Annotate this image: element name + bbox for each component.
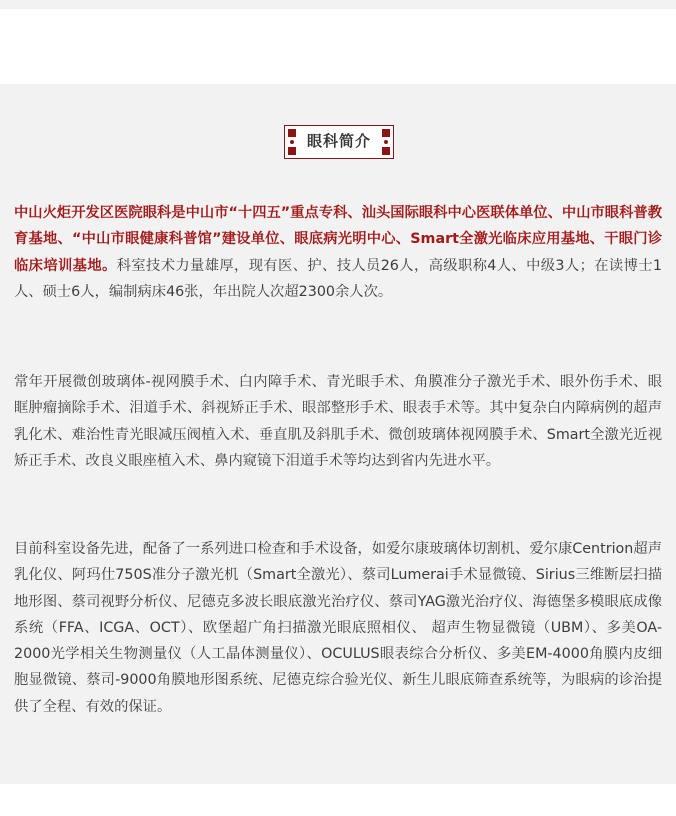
top-divider-strip [0,0,676,9]
badge-corner-ornament [288,147,296,155]
badge-corner-ornament [382,129,390,137]
badge-corner-ornament [382,147,390,155]
section-title-badge [284,125,394,159]
intro-body: 科室技术力量雄厚，现有医、护、技人员26人，高级职称4人、中级3人；在读博士1人、硕士6人，编制病床46张，年出院人次超2300余人次。 [14,257,663,300]
badge-dot-ornament [290,140,294,144]
badge-dot-ornament [384,140,388,144]
intro-highlight: 中山火炬开发区医院眼科是中山市“十四五”重点专科、汕头国际眼科中心医联体单位、中山市眼科普教育基地、“中山市眼健康科普馆”建设单位、眼底病光明中心、Smart全激光临床应用基地、干眼门诊临床培训基地。 [14,205,662,274]
badge-corner-ornament [288,129,296,137]
equipment-paragraph: 目前科室设备先进，配备了一系列进口检查和手术设备，如爱尔康玻璃体切割机、爱尔康Centrion超声乳化仪、阿玛仕750S准分子激光机（Smart全激光）、蔡司Lumerai手术显微镜、Sirius三维断层扫描地形图、蔡司视野分析仪、尼德克多波长眼底激光治疗仪、蔡司YAG激光治疗仪、海德堡多模眼底成像系统（FFA、ICGA、OCT）、欧堡超广角扫描激光眼底照相仪、 超声生物显微镜（UBM）、多美OA-2000光学相关生物测量仪（人工晶体测量仪）、OCULUS眼表综合分析仪、多美EM-4000角膜内皮细胞显微镜、蔡司-9000角膜地形图系统、尼德克综合验光仪、新生儿眼底筛查系统等，为眼病的诊治提供了全程、有效的保证。 [14,541,662,715]
section-title: 眼科简介 [306,132,371,150]
intro-paragraph [14,200,662,305]
surgery-paragraph: 常年开展微创玻璃体-视网膜手术、白内障手术、青光眼手术、角膜准分子激光手术、眼外伤手术、眼眶肿瘤摘除手术、泪道手术、斜视矫正手术、眼部整形手术、眼表手术等。其中复杂白内障病例的超声乳化术、难治性青光眼减压阀植入术、垂直肌及斜肌手术、微创玻璃体视网膜手术、Smart全激光近视矫正手术、改良义眼座植入术、鼻内窥镜下泪道手术等均达到省内先进水平。 [14,374,662,469]
